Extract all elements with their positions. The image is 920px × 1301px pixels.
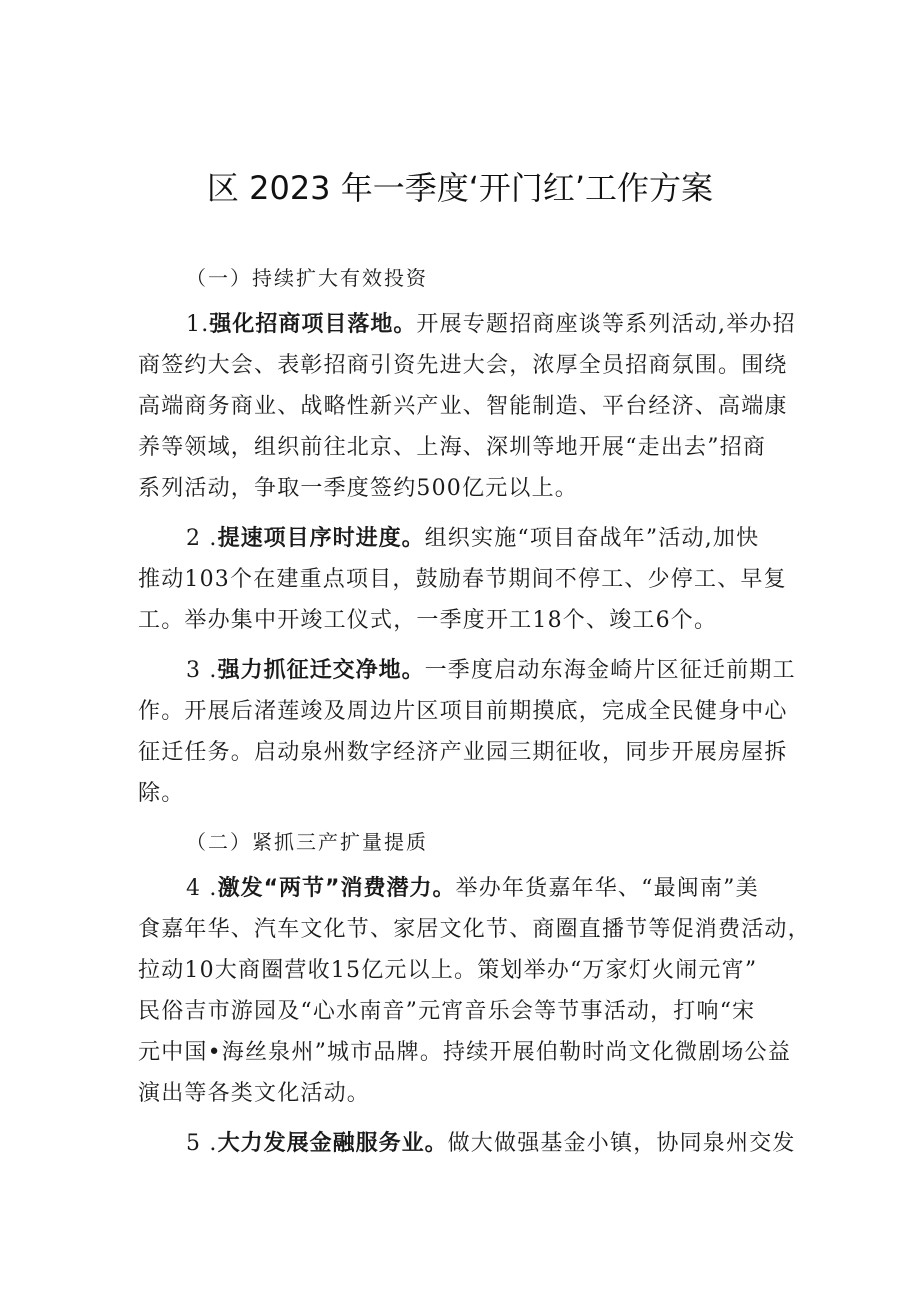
paragraph-2-line-3: 工。举办集中开竣工仪式，一季度开工18个、竣工6个。 bbox=[138, 608, 718, 633]
item-heading-2: 提速项目序时进度。 bbox=[217, 526, 425, 551]
item-heading-4: 激发“两节”消费潜力。 bbox=[217, 876, 456, 901]
paragraph-2-first-line bbox=[186, 522, 759, 556]
paragraph-4-first-line bbox=[186, 872, 759, 906]
paragraph-4-line-1: 举办年货嘉年华、“最闽南”美 bbox=[455, 876, 759, 901]
paragraph-2-line-1: 组织实施“项目奋战年”活动,加快 bbox=[424, 526, 760, 551]
section-heading-2: （二）紧抓三产扩量提质 bbox=[186, 830, 428, 854]
paragraph-4-line-4: 民俗吉市游园及“心水南音”元宵音乐会等节事活动，打响“宋 bbox=[138, 999, 756, 1024]
item-number-4: 4 . bbox=[186, 876, 218, 901]
paragraph-5-first-line bbox=[186, 1127, 796, 1161]
section-heading-1: （一）持续扩大有效投资 bbox=[186, 266, 428, 290]
paragraph-1-line-5: 系列活动，争取一季度签约500亿元以上。 bbox=[138, 476, 578, 501]
paragraph-3-line-3: 征迁任务。启动泉州数字经济产业园三期征收，同步开展房屋拆 bbox=[138, 740, 788, 765]
item-number-3: 3 . bbox=[186, 658, 218, 683]
item-number-5: 5 . bbox=[186, 1131, 218, 1156]
paragraph-1-line-3: 高端商务商业、战略性新兴产业、智能制造、平台经济、高端康 bbox=[138, 394, 788, 419]
paragraph-4-line-6: 演出等各类文化活动。 bbox=[138, 1081, 371, 1106]
item-heading-3: 强力抓征迁交净地。 bbox=[217, 658, 425, 683]
paragraph-1-line-2: 商签约大会、表彰招商引资先进大会，浓厚全员招商氛围。围绕 bbox=[138, 353, 788, 378]
item-number-1: 1. bbox=[186, 312, 210, 337]
paragraph-4-line-2: 食嘉年华、汽车文化节、家居文化节、商圈直播节等促消费活动， bbox=[138, 917, 811, 942]
paragraph-4-line-3: 拉动10大商圈营收15亿元以上。策划举办“万家灯火闹元宵” bbox=[138, 958, 758, 983]
paragraph-1-first-line bbox=[186, 308, 796, 342]
paragraph-1-line-1: 开展专题招商座谈等系列活动,举办招 bbox=[416, 312, 796, 337]
document-title: 区 2023 年一季度‘开门红’工作方案 bbox=[206, 169, 714, 207]
item-heading-1: 强化招商项目落地。 bbox=[209, 312, 417, 337]
item-number-2: 2 . bbox=[186, 526, 218, 551]
paragraph-3-line-2: 作。开展后渚莲竣及周边片区项目前期摸底，完成全民健身中心 bbox=[138, 699, 788, 724]
paragraph-3-first-line bbox=[186, 654, 796, 688]
item-heading-5: 大力发展金融服务业。 bbox=[217, 1131, 448, 1156]
paragraph-2-line-2: 推动103个在建重点项目，鼓励春节期间不停工、少停工、早复 bbox=[138, 567, 787, 592]
paragraph-3-line-4: 除。 bbox=[138, 781, 185, 806]
paragraph-4-line-5: 元中国•海丝泉州”城市品牌。持续开展伯勒时尚文化微剧场公益 bbox=[138, 1040, 792, 1065]
paragraph-3-line-1: 一季度启动东海金崎片区征迁前期工 bbox=[424, 658, 796, 683]
paragraph-1-line-4: 养等领域，组织前往北京、上海、深圳等地开展“走出去”招商 bbox=[138, 435, 767, 460]
paragraph-5-line-1: 做大做强基金小镇，协同泉州交发 bbox=[447, 1131, 796, 1156]
